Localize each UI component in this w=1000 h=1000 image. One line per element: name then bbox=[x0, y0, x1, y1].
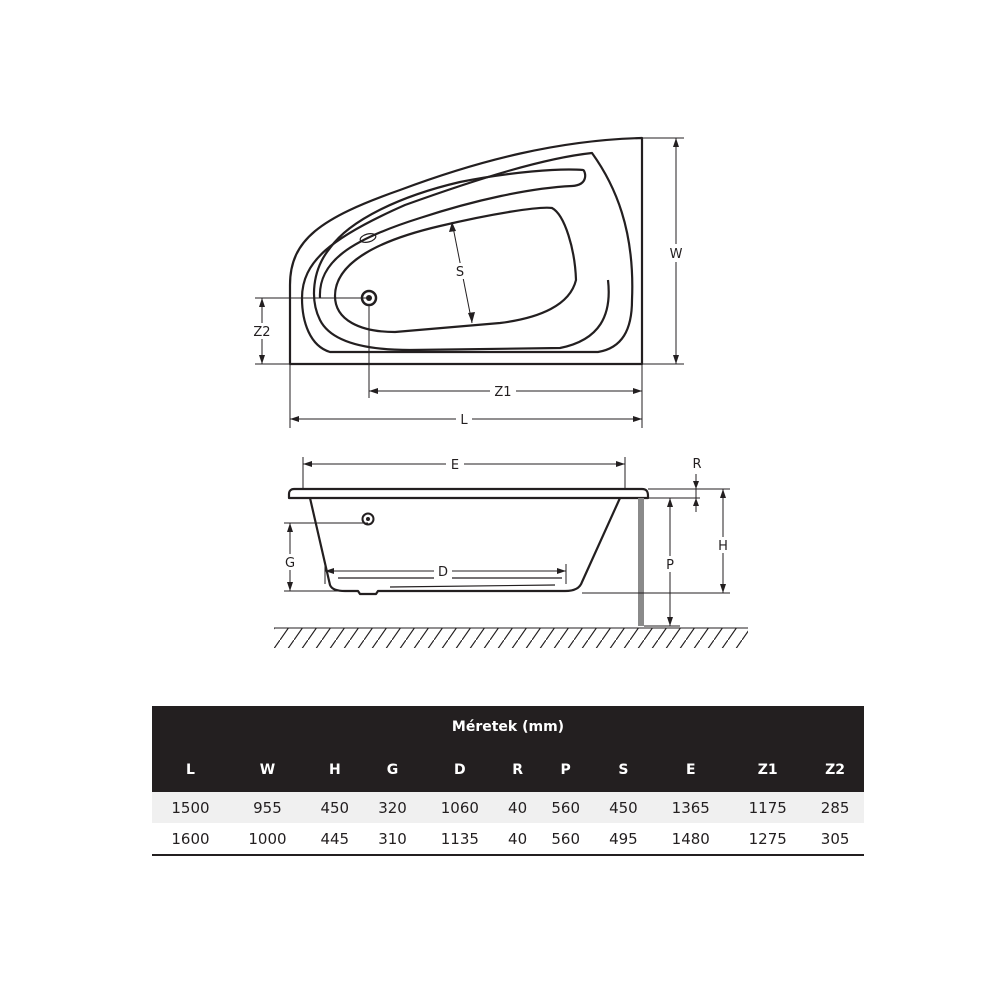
dimension-s-label: S bbox=[455, 265, 465, 280]
dimension-p-label: P bbox=[666, 558, 674, 573]
tub-rim-groove bbox=[314, 170, 609, 351]
column-header-p: P bbox=[537, 748, 595, 792]
table-cell-z1: 1275 bbox=[729, 823, 806, 855]
column-header-z2: Z2 bbox=[806, 748, 864, 792]
table-cell-z2: 285 bbox=[806, 792, 864, 823]
column-header-w: W bbox=[229, 748, 306, 792]
table-cell-e: 1365 bbox=[652, 792, 729, 823]
dimension-d-label: D bbox=[437, 565, 449, 580]
table-cell-z1: 1175 bbox=[729, 792, 806, 823]
table-cell-r: 40 bbox=[498, 823, 536, 855]
table-cell-p: 560 bbox=[537, 792, 595, 823]
dimension-r-arrow-bottom bbox=[693, 498, 699, 506]
table-cell-g: 320 bbox=[364, 792, 422, 823]
side-drain-inner bbox=[366, 517, 370, 521]
dimension-p-arrow-bottom bbox=[667, 617, 673, 626]
dimensions-table-title-row bbox=[152, 706, 864, 748]
table-cell-d: 1135 bbox=[421, 823, 498, 855]
top-view bbox=[251, 138, 685, 428]
tub-outer-rim bbox=[290, 138, 642, 364]
dimension-z1-arrow-right bbox=[633, 388, 642, 394]
table-cell-h: 445 bbox=[306, 823, 364, 855]
tub-side-body bbox=[310, 498, 620, 594]
dimension-z2-arrow-bottom bbox=[259, 355, 265, 364]
dimension-d-arrow-right bbox=[557, 568, 566, 574]
dimension-r-arrow-top bbox=[693, 481, 699, 489]
dimension-l-label: L bbox=[460, 413, 468, 428]
dimension-w-arrow-bottom bbox=[673, 355, 679, 364]
table-cell-l: 1500 bbox=[152, 792, 229, 823]
dimension-w-arrow-top bbox=[673, 138, 679, 147]
table-cell-l: 1600 bbox=[152, 823, 229, 855]
dimensions-table-header-row bbox=[152, 748, 864, 792]
table-cell-g: 310 bbox=[364, 823, 422, 855]
dimension-s-arrow-bottom bbox=[468, 312, 475, 323]
tub-side-rim bbox=[289, 489, 648, 498]
table-cell-s: 450 bbox=[595, 792, 653, 823]
dimensions-table bbox=[152, 706, 864, 856]
floor-hatching bbox=[274, 628, 748, 648]
dimension-z2-arrow-top bbox=[259, 298, 265, 307]
column-header-z1: Z1 bbox=[729, 748, 806, 792]
table-cell-e: 1480 bbox=[652, 823, 729, 855]
table-cell-d: 1060 bbox=[421, 792, 498, 823]
column-header-d: D bbox=[421, 748, 498, 792]
dimension-l-arrow-right bbox=[633, 416, 642, 422]
dimensions-table-title: Méretek (mm) bbox=[152, 706, 864, 748]
column-header-l: L bbox=[152, 748, 229, 792]
table-cell-w: 955 bbox=[229, 792, 306, 823]
dimension-e-label: E bbox=[450, 458, 460, 473]
column-header-s: S bbox=[595, 748, 653, 792]
dimension-h-label: H bbox=[718, 539, 728, 554]
dimension-z2-label: Z2 bbox=[253, 325, 271, 340]
dimension-h-arrow-bottom bbox=[720, 584, 726, 593]
dimension-w-label: W bbox=[669, 247, 683, 262]
side-view bbox=[274, 456, 748, 648]
column-header-g: G bbox=[364, 748, 422, 792]
support-leg bbox=[638, 498, 644, 626]
dimensions-table-body bbox=[152, 792, 864, 855]
table-cell-r: 40 bbox=[498, 792, 536, 823]
table-cell-z2: 305 bbox=[806, 823, 864, 855]
dimension-z1-arrow-left bbox=[369, 388, 378, 394]
column-header-e: E bbox=[652, 748, 729, 792]
dimension-z1-label: Z1 bbox=[494, 385, 512, 400]
dimension-e-arrow-right bbox=[616, 461, 625, 467]
dimension-h-arrow-top bbox=[720, 489, 726, 498]
dimension-p-arrow-top bbox=[667, 498, 673, 507]
column-header-h: H bbox=[306, 748, 364, 792]
table-cell-w: 1000 bbox=[229, 823, 306, 855]
dimension-g-label: G bbox=[284, 556, 296, 571]
dimension-g-arrow-bottom bbox=[287, 582, 293, 591]
dimension-e-arrow-left bbox=[303, 461, 312, 467]
table-row bbox=[152, 823, 864, 855]
dimension-l-arrow-left bbox=[290, 416, 299, 422]
table-cell-p: 560 bbox=[537, 823, 595, 855]
table-cell-h: 450 bbox=[306, 792, 364, 823]
tub-side-floor-detail bbox=[390, 585, 555, 587]
column-header-r: R bbox=[498, 748, 536, 792]
table-cell-s: 495 bbox=[595, 823, 653, 855]
dimension-r-label: R bbox=[692, 457, 702, 472]
table-row bbox=[152, 792, 864, 823]
dimension-g-arrow-top bbox=[287, 523, 293, 532]
